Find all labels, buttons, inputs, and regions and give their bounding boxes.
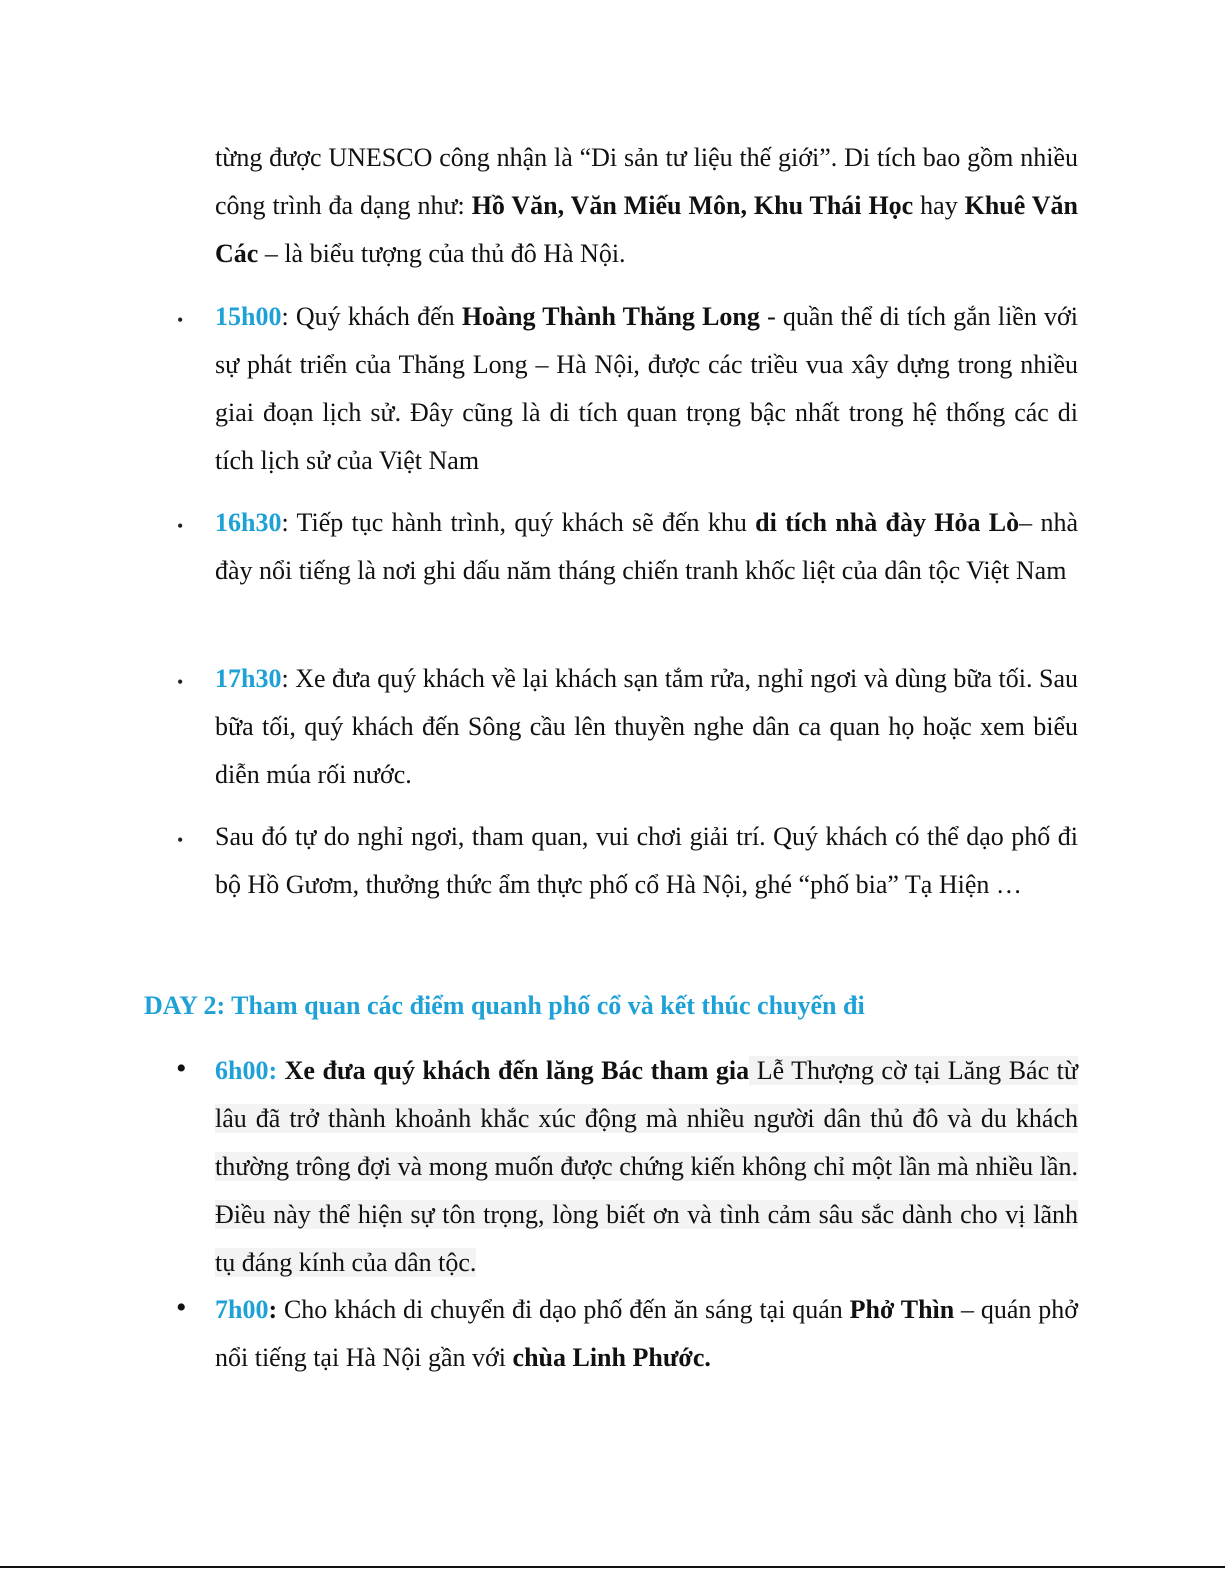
list-item-16h30: [215, 499, 1078, 595]
bullet-icon: •: [177, 310, 184, 330]
text: hay: [913, 191, 965, 220]
list-item-free-time: [215, 813, 1078, 909]
section-heading-day-2: DAY 2: Tham quan các điểm quanh phố cổ và kết thúc chuyến đi: [144, 991, 865, 1020]
text: – nhà đày nổi tiếng là nơi ghi dấu năm tháng chiến tranh khốc liệt của dân tộc Việt Nam: [215, 508, 1078, 585]
bold-text: di tích nhà đày Hỏa Lò: [755, 508, 1020, 537]
text: : Quý khách đến: [281, 302, 462, 331]
bullet-icon: •: [177, 672, 184, 692]
bold-text: chùa Linh Phước.: [512, 1343, 711, 1372]
list-item-17h30: [215, 655, 1078, 799]
list-item-7h00: [215, 1286, 1078, 1382]
text: : Xe đưa quý khách về lại khách sạn tắm rửa, nghỉ ngơi và dùng bữa tối. Sau bữa tối, quý khách đến Sông cầu lên thuyền nghe dân ca quan họ hoặc xem biểu diễn múa rối nước.: [215, 664, 1078, 789]
time-label: 15h00: [215, 302, 282, 331]
page-bottom-border: [0, 1566, 1225, 1568]
time-label: 7h00: [215, 1295, 269, 1324]
bullet-icon: •: [177, 830, 184, 850]
highlighted-text: Lễ Thượng cờ tại Lăng Bác từ lâu đã trở thành khoảnh khắc xúc động mà nhiều người dân thủ đô và du khách thường trông đợi và mong muốn được chứng kiến không chỉ một lần mà nhiều lần. Điều này thể hiện sự tôn trọng, lòng biết ơn và tình cảm sâu sắc dành cho vị lãnh tụ đáng kính của dân tộc.: [215, 1056, 1078, 1277]
paragraph-van-mieu: [215, 134, 1078, 278]
text: Cho khách di chuyển đi dạo phố đến ăn sáng tại quán: [277, 1295, 850, 1324]
bullet-icon: •: [176, 1291, 187, 1324]
bold-text: Hồ Văn, Văn Miếu Môn, Khu Thái Học: [471, 191, 914, 220]
bullet-icon: •: [176, 1052, 187, 1085]
text: - quần thể di tích gắn liền với sự phát triển của Thăng Long – Hà Nội, được các triều vua xây dựng trong nhiều giai đoạn lịch sử. Đây cũng là di tích quan trọng bậc nhất trong hệ thống các di tích lịch sử của Việt Nam: [215, 302, 1078, 475]
bold-text: Phở Thìn: [849, 1295, 955, 1324]
time-label: 17h30: [215, 664, 282, 693]
bold-text: Hoàng Thành Thăng Long: [461, 302, 760, 331]
text: Sau đó tự do nghỉ ngơi, tham quan, vui chơi giải trí. Quý khách có thể dạo phố đi bộ Hồ Gươm, thưởng thức ẩm thực phố cổ Hà Nội, ghé “phố bia” Tạ Hiện …: [215, 822, 1078, 899]
bullet-icon: •: [177, 516, 184, 536]
text: – là biểu tượng của thủ đô Hà Nội.: [258, 239, 626, 268]
list-item-6h00: [215, 1047, 1078, 1287]
text: – quán phở nổi tiếng tại Hà Nội gần với: [215, 1295, 1078, 1372]
text: từng được UNESCO công nhận là “Di sản tư liệu thế giới”. Di tích bao gồm nhiều công trình đa dạng như:: [215, 143, 1078, 220]
text: : Tiếp tục hành trình, quý khách sẽ đến khu: [281, 508, 756, 537]
bold-text: Khuê Văn Các: [215, 191, 1079, 268]
bold-colon: :: [268, 1295, 278, 1324]
time-label: 16h30: [215, 508, 282, 537]
bold-text: Xe đưa quý khách đến lăng Bác tham gia: [277, 1056, 750, 1085]
list-item-15h00: [215, 293, 1078, 485]
time-label: 6h00:: [215, 1056, 278, 1085]
